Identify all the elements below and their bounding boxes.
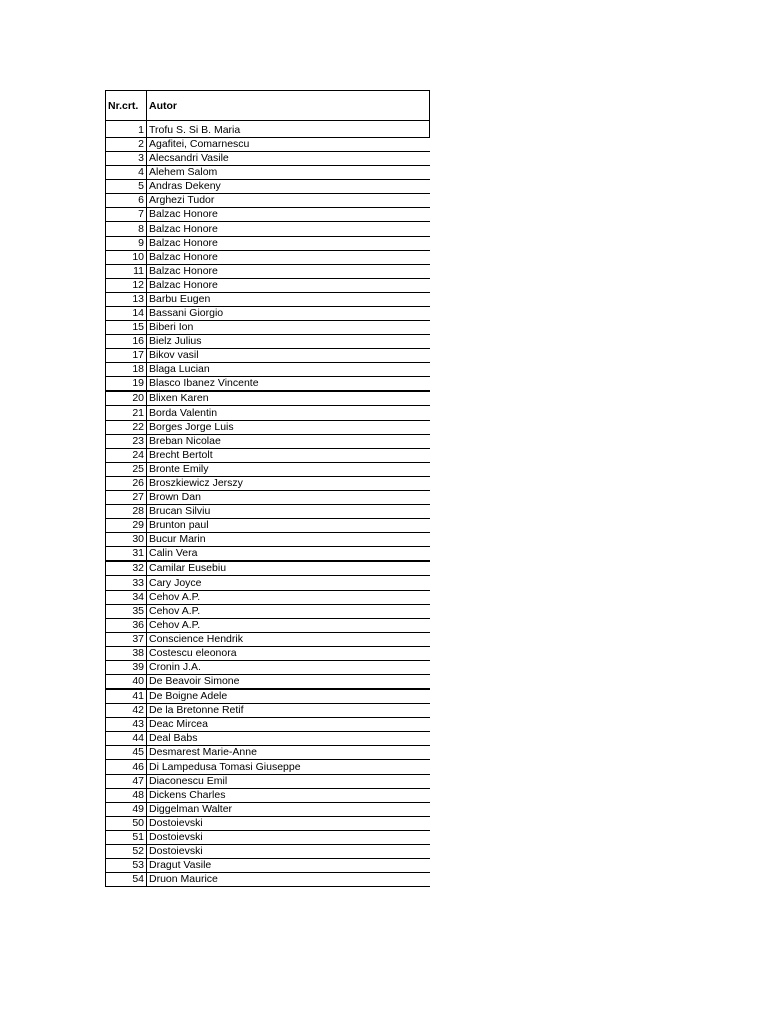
author-cell: Cehov A.P.: [147, 618, 430, 632]
table-row: [106, 660, 430, 674]
header-row: [106, 91, 430, 121]
table-row: [106, 420, 430, 434]
author-cell: Brown Dan: [147, 490, 430, 504]
author-cell: Blasco Ibanez Vincente: [147, 377, 430, 392]
row-number-cell: 14: [106, 306, 147, 320]
author-cell: Bronte Emily: [147, 462, 430, 476]
row-number-cell: 49: [106, 802, 147, 816]
table-row: [106, 222, 430, 236]
table-row: [106, 718, 430, 732]
table-row: [106, 802, 430, 816]
table-row: [106, 236, 430, 250]
row-number-cell: 9: [106, 236, 147, 250]
row-number-cell: 29: [106, 519, 147, 533]
table-row: [106, 363, 430, 377]
author-cell: Blaga Lucian: [147, 363, 430, 377]
row-number-cell: 48: [106, 788, 147, 802]
author-cell: Dragut Vasile: [147, 858, 430, 872]
row-number-cell: 7: [106, 208, 147, 222]
author-cell: Cronin J.A.: [147, 660, 430, 674]
row-number-cell: 2: [106, 138, 147, 152]
row-number-cell: 54: [106, 873, 147, 887]
table-row: [106, 590, 430, 604]
row-number-cell: 40: [106, 674, 147, 689]
row-number-cell: 42: [106, 704, 147, 718]
author-cell: Brucan Silviu: [147, 505, 430, 519]
row-number-cell: 16: [106, 335, 147, 349]
table-row: [106, 704, 430, 718]
row-number-cell: 41: [106, 689, 147, 704]
author-table: [105, 90, 430, 887]
row-number-cell: 39: [106, 660, 147, 674]
author-cell: Barbu Eugen: [147, 292, 430, 306]
author-cell: Balzac Honore: [147, 250, 430, 264]
author-cell: De la Bretonne Retif: [147, 704, 430, 718]
row-number-cell: 53: [106, 858, 147, 872]
author-cell: Balzac Honore: [147, 208, 430, 222]
row-number-cell: 17: [106, 349, 147, 363]
row-number-cell: 31: [106, 547, 147, 562]
row-number-cell: 44: [106, 732, 147, 746]
author-cell: Arghezi Tudor: [147, 194, 430, 208]
table-row: [106, 732, 430, 746]
author-cell: Conscience Hendrik: [147, 632, 430, 646]
table-row: [106, 264, 430, 278]
row-number-cell: 21: [106, 406, 147, 420]
row-number-cell: 19: [106, 377, 147, 392]
row-number-cell: 18: [106, 363, 147, 377]
author-cell: Diggelman Walter: [147, 802, 430, 816]
table-row: [106, 746, 430, 760]
author-cell: Brunton paul: [147, 519, 430, 533]
author-cell: Borda Valentin: [147, 406, 430, 420]
author-cell: Broszkiewicz Jerszy: [147, 476, 430, 490]
row-number-cell: 12: [106, 278, 147, 292]
author-cell: Breban Nicolae: [147, 434, 430, 448]
row-number-cell: 24: [106, 448, 147, 462]
table-row: [106, 335, 430, 349]
row-number-cell: 10: [106, 250, 147, 264]
row-number-cell: 46: [106, 760, 147, 774]
author-cell: Deal Babs: [147, 732, 430, 746]
table-row: [106, 250, 430, 264]
author-cell: Alehem Salom: [147, 166, 430, 180]
table-row: [106, 816, 430, 830]
author-cell: Andras Dekeny: [147, 180, 430, 194]
author-cell: Blixen Karen: [147, 391, 430, 406]
row-number-cell: 50: [106, 816, 147, 830]
author-cell: Di Lampedusa Tomasi Giuseppe: [147, 760, 430, 774]
table-row: [106, 505, 430, 519]
author-list-sheet: [105, 90, 429, 887]
author-cell: Agafitei, Comarnescu: [147, 138, 430, 152]
row-number-cell: 8: [106, 222, 147, 236]
table-row: [106, 533, 430, 547]
row-number-cell: 51: [106, 830, 147, 844]
table-row: [106, 774, 430, 788]
table-row: [106, 519, 430, 533]
table-row: [106, 278, 430, 292]
table-row: [106, 406, 430, 420]
table-row: [106, 674, 430, 689]
row-number-cell: 26: [106, 476, 147, 490]
author-cell: Bielz Julius: [147, 335, 430, 349]
author-cell: Dostoievski: [147, 844, 430, 858]
table-row: [106, 377, 430, 392]
row-number-cell: 33: [106, 576, 147, 590]
row-number-cell: 47: [106, 774, 147, 788]
row-number-cell: 15: [106, 321, 147, 335]
author-cell: Balzac Honore: [147, 236, 430, 250]
table-row: [106, 760, 430, 774]
row-number-cell: 3: [106, 152, 147, 166]
row-number-cell: 38: [106, 646, 147, 660]
table-row: [106, 788, 430, 802]
author-cell: Bucur Marin: [147, 533, 430, 547]
row-number-cell: 20: [106, 391, 147, 406]
author-cell: Dostoievski: [147, 830, 430, 844]
table-row: [106, 321, 430, 335]
author-cell: Brecht Bertolt: [147, 448, 430, 462]
row-number-cell: 23: [106, 434, 147, 448]
row-number-cell: 34: [106, 590, 147, 604]
table-row: [106, 830, 430, 844]
row-number-cell: 11: [106, 264, 147, 278]
row-number-cell: 43: [106, 718, 147, 732]
author-cell: Balzac Honore: [147, 278, 430, 292]
author-cell: Diaconescu Emil: [147, 774, 430, 788]
row-number-cell: 25: [106, 462, 147, 476]
author-cell: Desmarest Marie-Anne: [147, 746, 430, 760]
author-cell: Cehov A.P.: [147, 604, 430, 618]
table-row: [106, 391, 430, 406]
author-cell: Biberi Ion: [147, 321, 430, 335]
header-nr-crt: Nr.crt.: [106, 91, 147, 121]
row-number-cell: 37: [106, 632, 147, 646]
table-row: [106, 858, 430, 872]
author-cell: Costescu eleonora: [147, 646, 430, 660]
table-row: [106, 292, 430, 306]
table-row: [106, 208, 430, 222]
table-row: [106, 180, 430, 194]
author-cell: Trofu S. Si B. Maria: [147, 121, 430, 138]
table-row: [106, 646, 430, 660]
author-cell: Borges Jorge Luis: [147, 420, 430, 434]
author-cell: Bassani Giorgio: [147, 306, 430, 320]
table-row: [106, 604, 430, 618]
table-body: [106, 121, 430, 887]
table-row: [106, 844, 430, 858]
row-number-cell: 28: [106, 505, 147, 519]
header-autor: Autor: [147, 91, 430, 121]
author-cell: Druon Maurice: [147, 873, 430, 887]
author-cell: Calin Vera: [147, 547, 430, 562]
row-number-cell: 22: [106, 420, 147, 434]
row-number-cell: 45: [106, 746, 147, 760]
table-row: [106, 689, 430, 704]
row-number-cell: 27: [106, 490, 147, 504]
author-cell: De Boigne Adele: [147, 689, 430, 704]
author-cell: De Beavoir Simone: [147, 674, 430, 689]
row-number-cell: 5: [106, 180, 147, 194]
author-cell: Dostoievski: [147, 816, 430, 830]
row-number-cell: 32: [106, 561, 147, 576]
table-row: [106, 476, 430, 490]
table-row: [106, 547, 430, 562]
table-row: [106, 632, 430, 646]
row-number-cell: 36: [106, 618, 147, 632]
author-cell: Cary Joyce: [147, 576, 430, 590]
row-number-cell: 52: [106, 844, 147, 858]
author-cell: Deac Mircea: [147, 718, 430, 732]
table-row: [106, 490, 430, 504]
table-row: [106, 121, 430, 138]
author-cell: Camilar Eusebiu: [147, 561, 430, 576]
author-cell: Bikov vasil: [147, 349, 430, 363]
table-row: [106, 576, 430, 590]
table-row: [106, 166, 430, 180]
table-row: [106, 349, 430, 363]
table-row: [106, 434, 430, 448]
table-row: [106, 138, 430, 152]
author-cell: Cehov A.P.: [147, 590, 430, 604]
table-row: [106, 194, 430, 208]
row-number-cell: 35: [106, 604, 147, 618]
author-cell: Alecsandri Vasile: [147, 152, 430, 166]
row-number-cell: 1: [106, 121, 147, 138]
author-cell: Dickens Charles: [147, 788, 430, 802]
table-row: [106, 306, 430, 320]
table-row: [106, 448, 430, 462]
table-row: [106, 561, 430, 576]
table-row: [106, 152, 430, 166]
table-row: [106, 618, 430, 632]
table-row: [106, 462, 430, 476]
author-cell: Balzac Honore: [147, 264, 430, 278]
row-number-cell: 4: [106, 166, 147, 180]
row-number-cell: 13: [106, 292, 147, 306]
author-cell: Balzac Honore: [147, 222, 430, 236]
row-number-cell: 6: [106, 194, 147, 208]
table-row: [106, 873, 430, 887]
row-number-cell: 30: [106, 533, 147, 547]
